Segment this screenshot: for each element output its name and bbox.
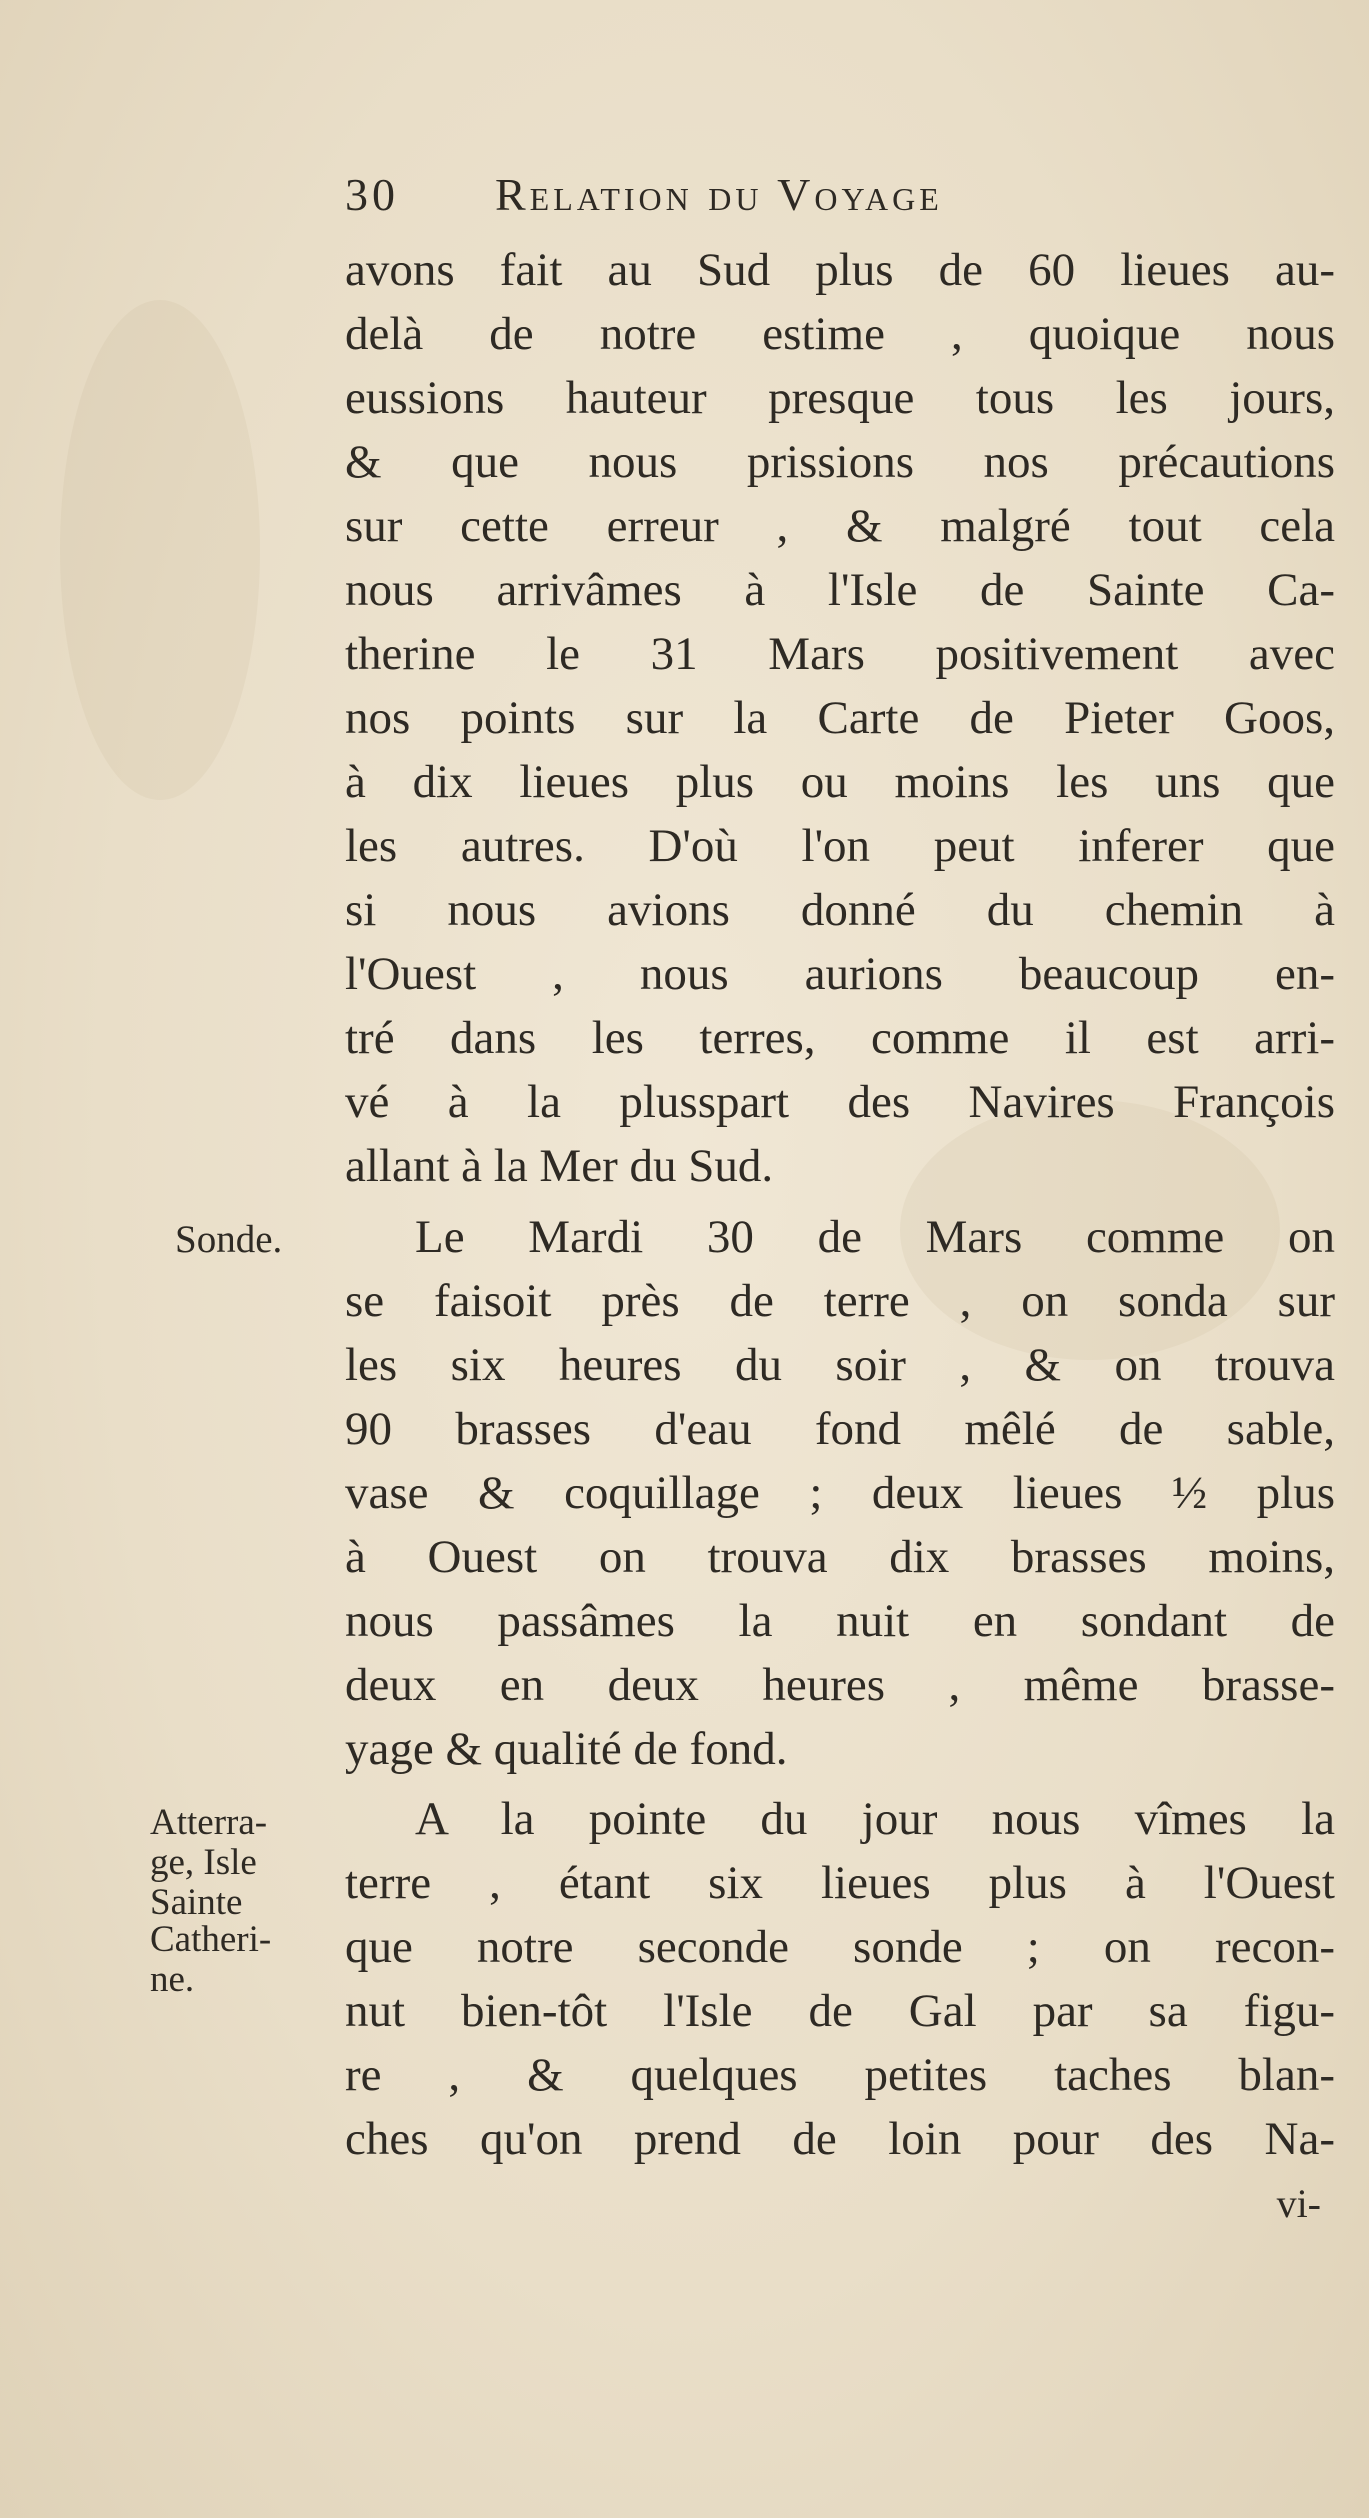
running-title: Relation du Voyage [495, 169, 943, 220]
margin-note-line: Atterra- [150, 1802, 268, 1843]
text-line: l'Ouest , nous aurions beaucoup en- [345, 948, 1335, 1000]
text-line: A la pointe du jour nous vîmes la [415, 1793, 1335, 1845]
text-line: 90 brasses d'eau fond mêlé de sable, [345, 1403, 1335, 1455]
text-line: yage & qualité de fond. [345, 1723, 788, 1775]
running-header [345, 168, 1335, 228]
text-line: Le Mardi 30 de Mars comme on [415, 1211, 1335, 1263]
text-line: deux en deux heures , même brasse- [345, 1659, 1335, 1711]
text-line: therine le 31 Mars positivement avec [345, 628, 1335, 680]
margin-note-sonde: Sonde. [175, 1218, 283, 1261]
text-line: tré dans les terres, comme il est arri- [345, 1012, 1335, 1064]
text-line: avons fait au Sud plus de 60 lieues au- [345, 244, 1335, 296]
margin-note-line: Catheri- [150, 1919, 272, 1960]
text-line: nos points sur la Carte de Pieter Goos, [345, 692, 1335, 744]
margin-note-line: Sainte [150, 1882, 243, 1923]
text-line: terre , étant six lieues plus à l'Ouest [345, 1857, 1335, 1909]
text-line: delà de notre estime , quoique nous [345, 308, 1335, 360]
text-line: & que nous prissions nos précautions [345, 436, 1335, 488]
text-line: nut bien-tôt l'Isle de Gal par sa figu- [345, 1985, 1335, 2037]
text-line: que notre seconde sonde ; on recon- [345, 1921, 1335, 1973]
text-line: les six heures du soir , & on trouva [345, 1339, 1335, 1391]
text-line: si nous avions donné du chemin à [345, 884, 1335, 936]
text-line: à dix lieues plus ou moins les uns que [345, 756, 1335, 808]
text-line: se faisoit près de terre , on sonda sur [345, 1275, 1335, 1327]
text-line: ches qu'on prend de loin pour des Na- [345, 2113, 1335, 2165]
text-line: vé à la plusspart des Navires François [345, 1076, 1335, 1128]
margin-note-line: ne. [150, 1959, 195, 2000]
text-line: nous arrivâmes à l'Isle de Sainte Ca- [345, 564, 1335, 616]
paper-stain [60, 300, 260, 800]
catchword: vi- [1276, 2181, 1321, 2226]
text-line: vase & coquillage ; deux lieues ½ plus [345, 1467, 1335, 1519]
text-line: re , & quelques petites taches blan- [345, 2049, 1335, 2101]
text-line: nous passâmes la nuit en sondant de [345, 1595, 1335, 1647]
page-number: 30 [345, 169, 399, 220]
text-line: à Ouest on trouva dix brasses moins, [345, 1531, 1335, 1583]
text-line: eussions hauteur presque tous les jours, [345, 372, 1335, 424]
text-line: allant à la Mer du Sud. [345, 1140, 774, 1192]
margin-note-line: ge, Isle [150, 1842, 257, 1883]
text-line: sur cette erreur , & malgré tout cela [345, 500, 1335, 552]
text-line: les autres. D'où l'on peut inferer que [345, 820, 1335, 872]
